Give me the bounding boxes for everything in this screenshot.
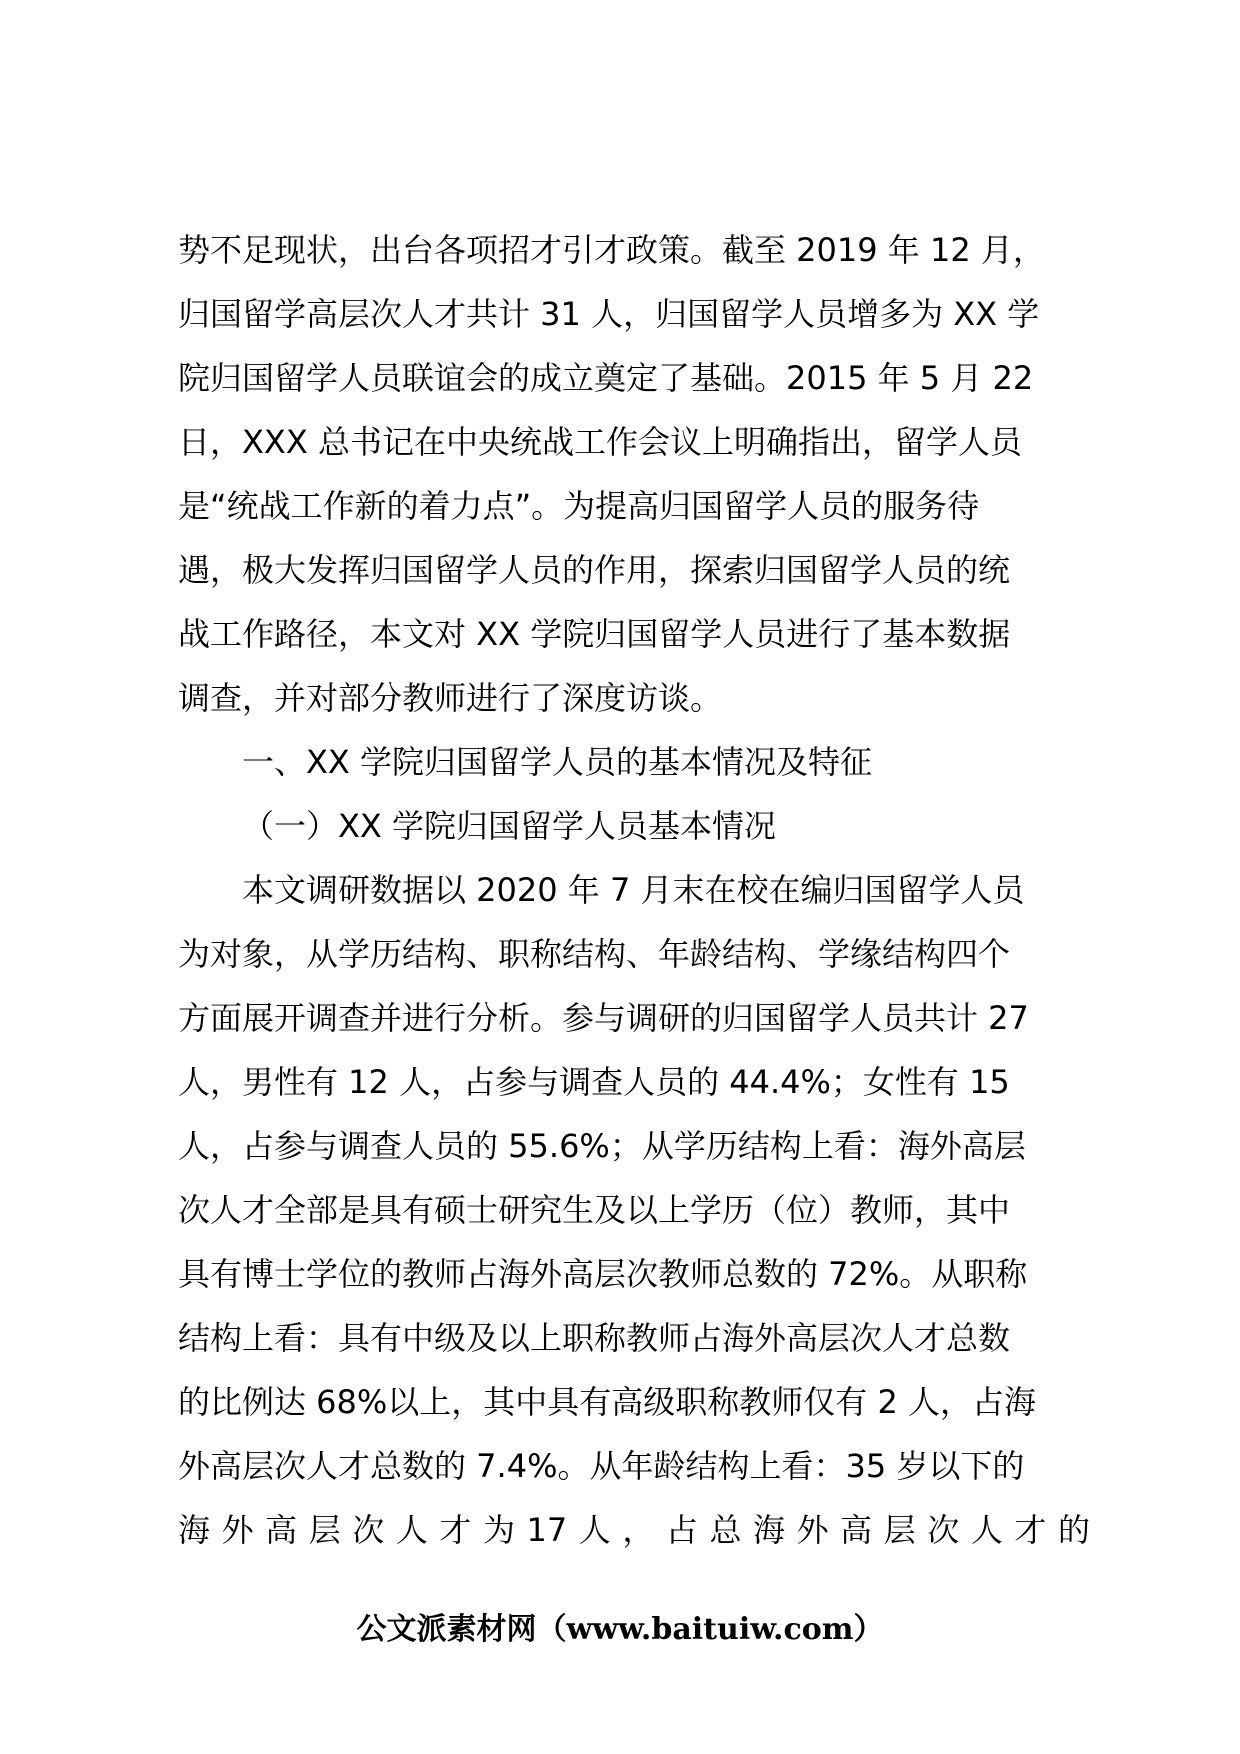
footer-watermark: 公文派素材网（www.baituiw.com） bbox=[356, 1612, 884, 1647]
subsection-heading: （一）XX 学院归国留学人员基本情况 bbox=[242, 807, 777, 845]
text-token: 占 bbox=[665, 1511, 698, 1549]
text-token: 海 bbox=[753, 1511, 786, 1549]
text-line: 日，XXX 总书记在中央统战工作会议上明确指出，留学人员 bbox=[178, 423, 1022, 461]
text-line: 归国留学高层次人才共计 31 人，归国留学人员增多为 XX 学 bbox=[178, 295, 1040, 333]
text-token: 高 bbox=[265, 1511, 298, 1549]
text-line: 为对象，从学历结构、职称结构、年龄结构、学缘结构四个 bbox=[178, 935, 1011, 973]
text-token: 次 bbox=[927, 1511, 960, 1549]
text-token: 人 bbox=[578, 1511, 611, 1549]
text-line: 外高层次人才总数的 7.4%。从年龄结构上看：35 岁以下的 bbox=[178, 1447, 1025, 1485]
text-token: 次 bbox=[352, 1511, 385, 1549]
text-token: ， bbox=[622, 1511, 655, 1549]
document-body bbox=[178, 218, 1090, 1562]
text-line: 调查，并对部分教师进行了深度访谈。 bbox=[178, 679, 723, 717]
text-line: 遇，极大发挥归国留学人员的作用，探索归国留学人员的统 bbox=[178, 551, 1011, 589]
text-token: 外 bbox=[221, 1511, 254, 1549]
text-line: 的比例达 68%以上，其中具有高级职称教师仅有 2 人，占海 bbox=[178, 1383, 1037, 1421]
text-token: 为 bbox=[482, 1511, 515, 1549]
section-heading: 一、XX 学院归国留学人员的基本情况及特征 bbox=[242, 743, 873, 781]
text-token: 海 bbox=[178, 1511, 211, 1549]
text-token: 人 bbox=[970, 1511, 1003, 1549]
text-token: 17 bbox=[526, 1511, 568, 1549]
text-line: 具有博士学位的教师占海外高层次教师总数的 72%。从职称 bbox=[178, 1255, 1028, 1293]
text-token: 总 bbox=[709, 1511, 742, 1549]
text-token: 层 bbox=[883, 1511, 916, 1549]
text-line: 方面展开调查并进行分析。参与调研的归国留学人员共计 27 bbox=[178, 999, 1029, 1037]
text-line: 人，占参与调查人员的 55.6%；从学历结构上看：海外高层 bbox=[178, 1127, 1026, 1165]
text-line: 人，男性有 12 人，占参与调查人员的 44.4%；女性有 15 bbox=[178, 1063, 1010, 1101]
text-line: 是“统战工作新的着力点”。为提高归国留学人员的服务待 bbox=[178, 487, 980, 525]
text-line: 战工作路径，本文对 XX 学院归国留学人员进行了基本数据 bbox=[178, 615, 1011, 653]
text-token: 外 bbox=[796, 1511, 829, 1549]
text-line: 本文调研数据以 2020 年 7 月末在校在编归国留学人员 bbox=[242, 871, 1025, 909]
text-token: 人 bbox=[395, 1511, 428, 1549]
text-line-justified bbox=[178, 1498, 1090, 1562]
text-token: 才 bbox=[439, 1511, 472, 1549]
text-line: 势不足现状，出台各项招才引才政策。截至 2019 年 12 月， bbox=[178, 231, 1045, 269]
text-line: 结构上看：具有中级及以上职称教师占海外高层次人才总数 bbox=[178, 1319, 1011, 1357]
text-token: 层 bbox=[308, 1511, 341, 1549]
text-line: 次人才全部是具有硕士研究生及以上学历（位）教师，其中 bbox=[178, 1191, 1011, 1229]
text-line: 院归国留学人员联谊会的成立奠定了基础。2015 年 5 月 22 bbox=[178, 359, 1034, 397]
text-token: 高 bbox=[840, 1511, 873, 1549]
text-token: 的 bbox=[1057, 1511, 1090, 1549]
text-token: 才 bbox=[1014, 1511, 1047, 1549]
